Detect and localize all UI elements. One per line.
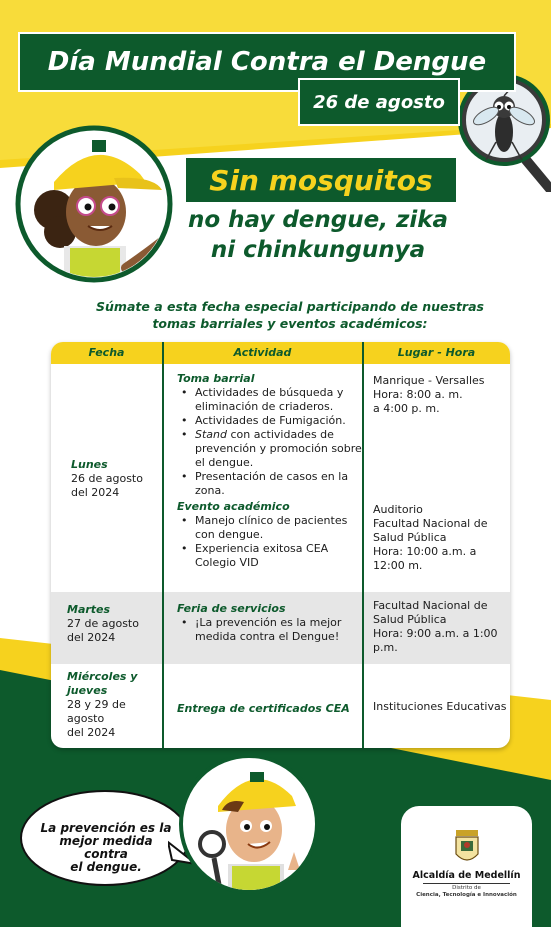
logo-sub: Distrito de xyxy=(452,885,481,891)
place-line: Auditorio xyxy=(373,503,423,516)
list-item: • Presentación de casos en la zona. xyxy=(195,470,363,498)
stand-word: Stand xyxy=(195,428,227,441)
row3-date-line: agosto xyxy=(67,712,105,725)
feria-title: Feria de servicios xyxy=(177,602,286,615)
place-line: Hora: 10:00 a.m. a xyxy=(373,545,477,558)
coat-of-arms-icon xyxy=(454,828,480,866)
list-item: • Manejo clínico de pacientes con dengue. xyxy=(195,514,363,542)
tagline-highlight: Sin mosquitos xyxy=(186,158,456,202)
place-line: Facultad Nacional de xyxy=(373,599,488,612)
column-divider xyxy=(162,342,164,748)
row3-year: del 2024 xyxy=(67,726,116,739)
event-date: 26 de agosto xyxy=(298,78,460,126)
schedule-table xyxy=(51,342,510,748)
toma-barrial-title: Toma barrial xyxy=(177,372,255,385)
list-item xyxy=(195,428,363,470)
row3-activity: Entrega de certificados CEA xyxy=(177,702,350,715)
bubble-line: el dengue. xyxy=(70,860,142,874)
intro-line-1: Súmate a esta fecha especial participando de nuestras xyxy=(96,299,484,314)
bubble-line: La prevención es la xyxy=(40,821,172,835)
list-item: • ¡La prevención es la mejor medida contra el Dengue! xyxy=(195,616,361,644)
place-line: Salud Pública xyxy=(373,531,447,544)
place-line: p.m. xyxy=(373,641,398,654)
place-line: Hora: 9:00 a.m. a 1:00 xyxy=(373,627,498,640)
place-hour: Hora: 8:00 a. m. xyxy=(373,388,463,401)
list-item: • Experiencia exitosa CEA Colegio VID xyxy=(195,542,363,570)
list-item: • Actividades de búsqueda y eliminación de criaderos. xyxy=(195,386,363,414)
row3-place: Instituciones Educativas xyxy=(373,700,507,713)
place-line: Salud Pública xyxy=(373,613,447,626)
row2-day: Martes xyxy=(67,603,111,616)
row3-date-line: 28 y 29 de xyxy=(67,698,126,711)
row1-place-1 xyxy=(373,374,508,416)
row1-place-2 xyxy=(373,503,508,573)
tagline xyxy=(168,205,468,265)
row2-date-line: 27 de agosto xyxy=(67,617,139,630)
row1-date xyxy=(71,458,159,500)
tagline-line-2: ni chinkungunya xyxy=(210,237,426,263)
row3-day: jueves xyxy=(67,684,108,697)
row2-year: del 2024 xyxy=(67,631,116,644)
logo-card xyxy=(401,806,532,927)
row2-activity xyxy=(177,602,361,644)
bubble-line: mejor medida contra xyxy=(59,834,153,861)
intro-line-2: tomas barriales y eventos académicos: xyxy=(152,316,428,331)
row3-day: Miércoles y xyxy=(67,670,138,683)
girl-mascot-icon xyxy=(14,120,174,288)
row1-activity xyxy=(177,372,363,570)
place-line: Facultad Nacional de xyxy=(373,517,488,530)
list-item: • Actividades de Fumigación. xyxy=(195,414,363,428)
speech-bubble xyxy=(20,790,190,886)
evento-academico-title: Evento académico xyxy=(177,500,290,513)
row1-date-line: 26 de agosto xyxy=(71,472,143,485)
place-line: 12:00 m. xyxy=(373,559,423,572)
header-lugar-hora: Lugar - Hora xyxy=(397,346,476,359)
logo-sub: Ciencia, Tecnología e Innovación xyxy=(416,892,517,898)
stand-text: con actividades de prevención y promoción sobre el dengue. xyxy=(195,428,362,469)
row2-place xyxy=(373,599,508,655)
intro-text xyxy=(60,298,520,332)
header-actividad: Actividad xyxy=(233,346,292,359)
row3-date xyxy=(67,670,159,740)
row1-year: del 2024 xyxy=(71,486,120,499)
place-name: Manrique - Versalles xyxy=(373,374,485,387)
row1-day: Lunes xyxy=(71,458,108,471)
boy-mascot-icon xyxy=(178,740,320,906)
row2-date xyxy=(67,603,159,645)
tagline-line-1: no hay dengue, zika xyxy=(187,207,449,233)
place-hour: a 4:00 p. m. xyxy=(373,402,440,415)
page-title: Día Mundial Contra el Dengue xyxy=(18,32,516,92)
logo-name: Alcaldía de Medellín xyxy=(412,870,521,881)
header-fecha: Fecha xyxy=(88,346,125,359)
